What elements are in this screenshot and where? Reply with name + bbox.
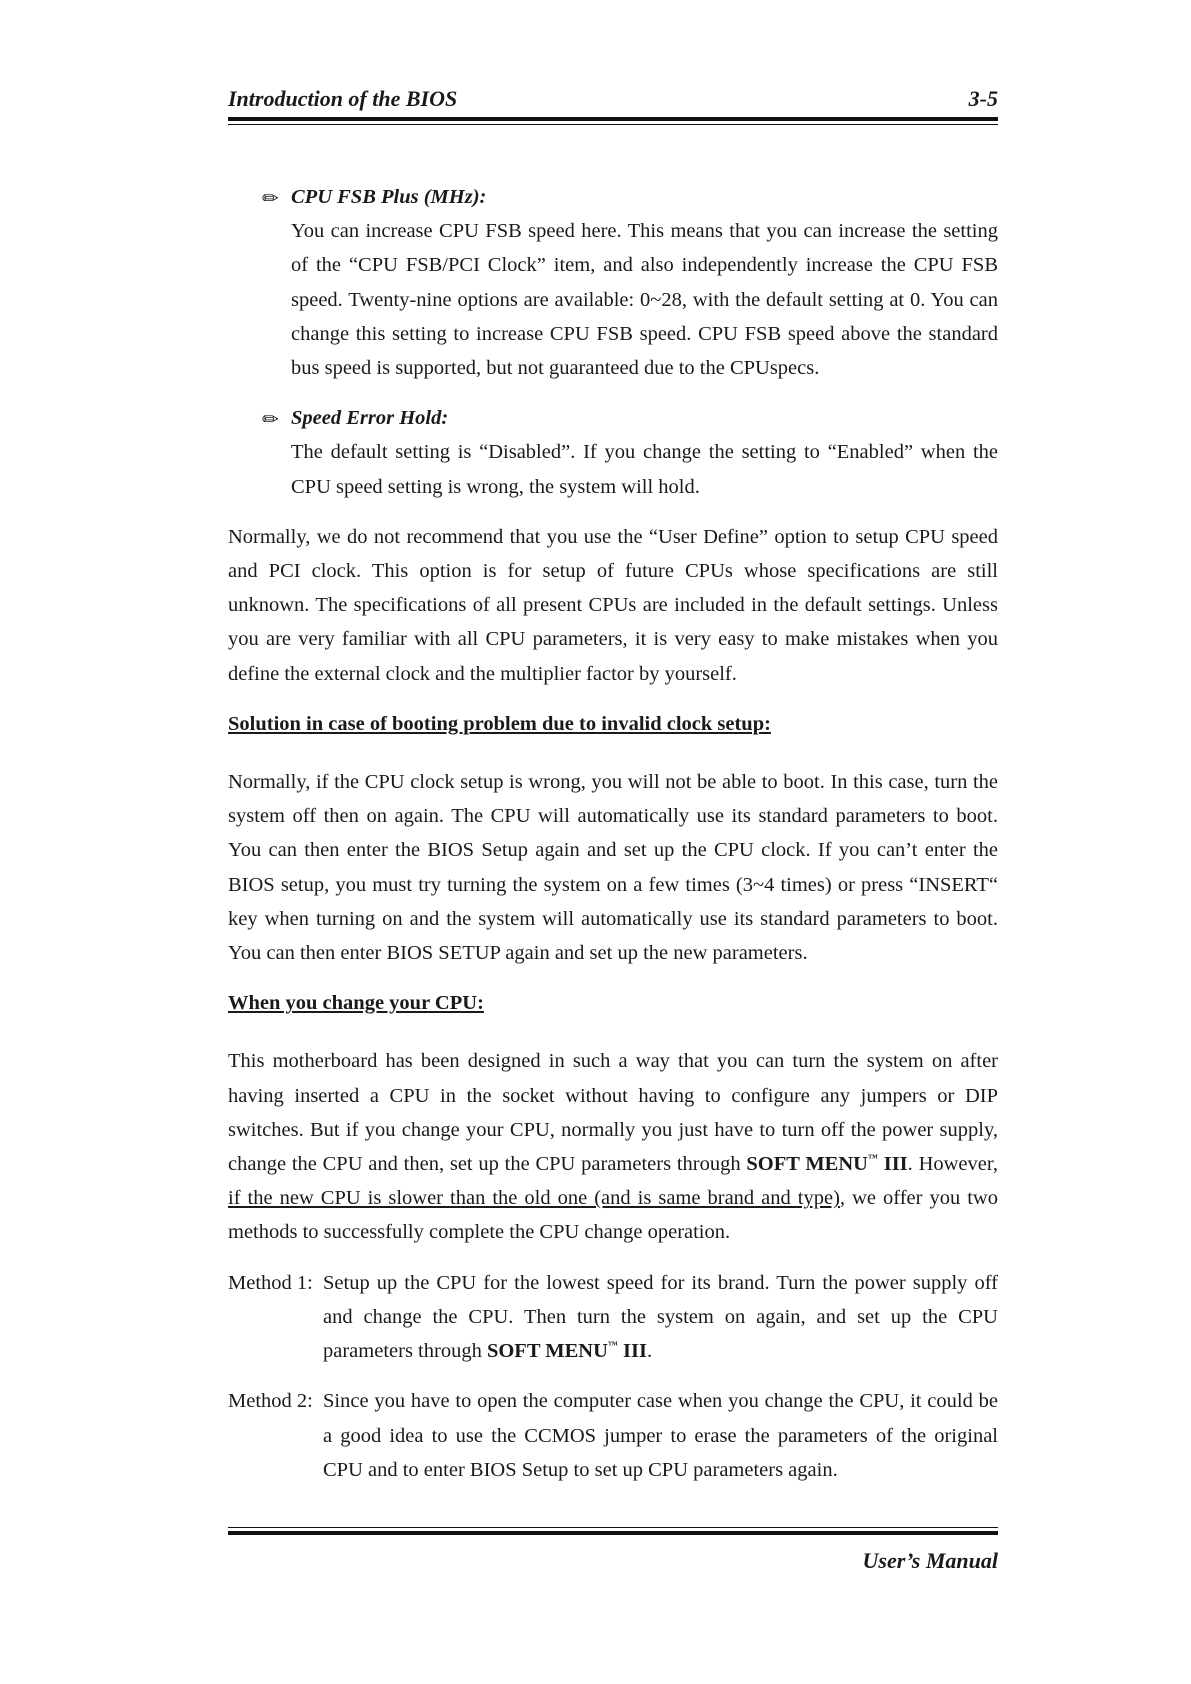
text-run: . However,	[907, 1153, 999, 1176]
text-run: , we offer you two methods to successfully complete the CPU change operation.	[228, 1187, 998, 1244]
bullet-heading: Speed Error Hold:	[291, 407, 449, 430]
header-rule-thin	[228, 124, 998, 125]
method-text: Setup up the CPU for the lowest speed for its brand. Turn the power supply off and change the CPU. Then turn the system on again, and set up the CPU parameters through	[323, 1271, 998, 1363]
text-run: .	[646, 1340, 653, 1363]
method-2	[228, 1384, 998, 1487]
trademark-mark: ™	[607, 1340, 618, 1352]
method-label: Method 1:	[228, 1271, 313, 1294]
text-run: SOFT MENU	[746, 1153, 868, 1176]
bullet-cpu-fsb-plus	[228, 180, 998, 385]
header-title: Introduction of the BIOS	[228, 86, 458, 111]
header-rule-thick	[228, 117, 998, 121]
page-header	[228, 86, 998, 114]
trademark-mark: ™	[867, 1153, 878, 1165]
underlined-condition: if the new CPU is slower than the old one (and is same brand and type)	[228, 1187, 840, 1210]
paragraph-user-define: Normally, we do not recommend that you use the “User Define” option to setup CPU speed and PCI clock. This option is for setup of future CPUs whose specifications are still unknown. The specifications of all present CPUs are included in the default settings. Unless you are very familiar with all CPU parameters, it is very easy to make mistakes when you define the external clock and the multiplier factor by yourself.	[228, 525, 998, 685]
paragraph-boot-problem: Normally, if the CPU clock setup is wrong, you will not be able to boot. In this case, turn the system off then on again. The CPU will automatically use its standard parameters to boot. You can then enter the BIOS Setup again and set up the CPU clock. If you can’t enter the BIOS setup, you must try turning the system on a few times (3~4 times) or press “INSERT“ key when turning on and the system will automatically use its standard parameters to boot. You can then enter BIOS SETUP again and set up the new parameters.	[228, 771, 998, 965]
method-text: Since you have to open the computer case when you change the CPU, it could be a good idea to use the CCMOS jumper to erase the parameters of the original CPU and to enter BIOS Setup to set up CPU parameters again.	[323, 1390, 998, 1481]
page-number: 3-5	[968, 86, 998, 111]
footer-rule-thick	[228, 1531, 998, 1535]
paragraph-change-cpu	[228, 1044, 998, 1249]
bullet-speed-error-hold	[228, 401, 998, 504]
soft-menu-name	[487, 1340, 647, 1362]
footer-text: User’s Manual	[862, 1548, 998, 1573]
text-run: This motherboard has been designed in such a way that you can turn the system on after having inserted a CPU in the socket without having to configure any jumpers or DIP switches. But if you change your CPU, normally you just have to turn off the power supply, change the CPU and then, set up the CPU parameters through	[228, 1050, 998, 1176]
section-heading-boot-problem: Solution in case of booting problem due to invalid clock setup:	[228, 712, 771, 735]
text-run: SOFT MENU	[486, 1340, 608, 1363]
method-1	[228, 1266, 998, 1369]
section-heading-change-cpu: When you change your CPU:	[228, 992, 484, 1015]
bullet-body: You can increase CPU FSB speed here. This means that you can increase the setting of the “CPU FSB/PCI Clock” item, and also independently increase the CPU FSB speed. Twenty-nine options are available: 0~28, with the default setting at 0. You can change this setting to increase CPU FSB speed. CPU FSB speed above the standard bus speed is supported, but not guaranteed due to the CPUspecs.	[291, 220, 998, 380]
method-label: Method 2:	[228, 1390, 313, 1413]
text-run: III	[877, 1153, 908, 1176]
bullet-body: The default setting is “Disabled”. If you change the setting to “Enabled” when the CPU speed setting is wrong, the system will hold.	[291, 441, 998, 498]
main-content	[228, 180, 998, 1503]
pencil-icon: ✏	[262, 188, 279, 210]
soft-menu-name	[746, 1153, 907, 1175]
footer-rule-thin	[228, 1527, 998, 1528]
pencil-icon: ✏	[262, 409, 279, 432]
text-run: III	[617, 1340, 647, 1363]
bullet-heading: CPU FSB Plus (MHz):	[291, 186, 487, 208]
